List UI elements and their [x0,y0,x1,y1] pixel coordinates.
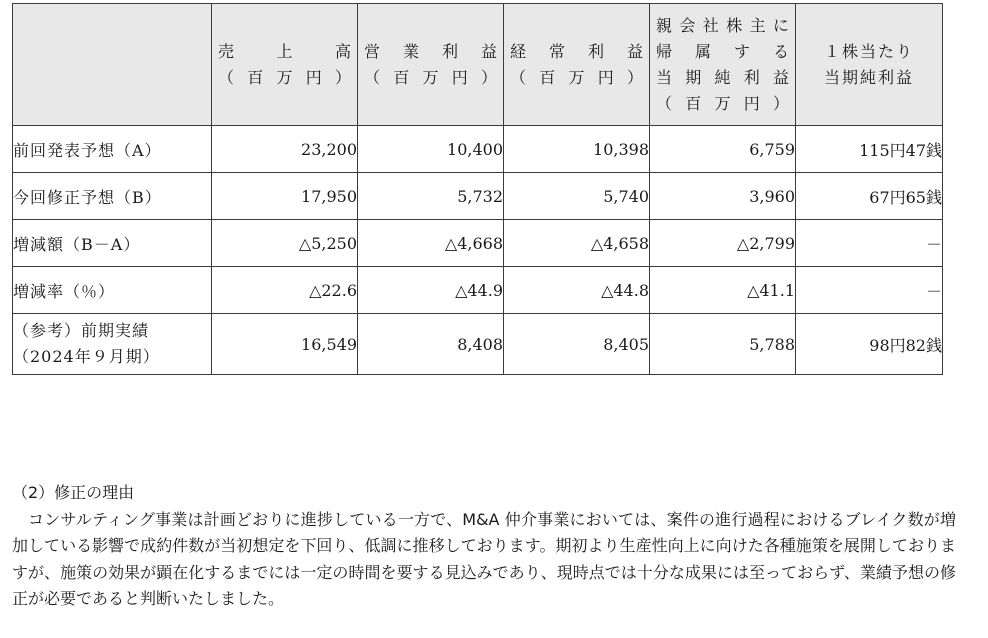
table-row-prior-year-actual [13,314,943,375]
cell-sales: 17,950 [212,173,358,220]
cell-eps: － [796,220,943,267]
cell-net-profit: △2,799 [650,220,796,267]
forecast-revision-table [12,3,943,375]
revision-reason-section [12,480,956,613]
table-row-revised-forecast [13,173,943,220]
cell-operating-profit: △4,668 [358,220,504,267]
cell-operating-profit: 10,400 [358,126,504,173]
header-blank [13,4,212,126]
cell-eps: 98円82銭 [796,314,943,375]
cell-net-profit: 3,960 [650,173,796,220]
row-label: 前回発表予想（A） [13,126,212,173]
cell-sales: △22.6 [212,267,358,314]
cell-net-profit: 5,788 [650,314,796,375]
cell-eps: 115円47銭 [796,126,943,173]
cell-operating-profit: 5,732 [358,173,504,220]
table-row-change-rate [13,267,943,314]
cell-sales: 23,200 [212,126,358,173]
row-label: 増減率（％） [13,267,212,314]
cell-eps: － [796,267,943,314]
cell-ordinary-profit: 10,398 [504,126,650,173]
table-row-previous-forecast [13,126,943,173]
section-heading: （2）修正の理由 [12,483,135,502]
cell-ordinary-profit: 5,740 [504,173,650,220]
cell-eps: 67円65銭 [796,173,943,220]
cell-ordinary-profit: △44.8 [504,267,650,314]
cell-ordinary-profit: 8,405 [504,314,650,375]
cell-operating-profit: △44.9 [358,267,504,314]
cell-net-profit: △41.1 [650,267,796,314]
cell-sales: 16,549 [212,314,358,375]
row-label: （参考）前期実績 （2024年９月期） [13,314,212,375]
header-eps: １株当たり 当期純利益 [796,4,943,126]
header-net-profit: 親会社株主に 帰属する 当期純利益 （百万円） [650,4,796,126]
row-label: 今回修正予想（B） [13,173,212,220]
header-ordinary-profit: 経常利益 （百万円） [504,4,650,126]
cell-sales: △5,250 [212,220,358,267]
cell-net-profit: 6,759 [650,126,796,173]
header-operating-profit: 営業利益 （百万円） [358,4,504,126]
table-row-change-amount [13,220,943,267]
row-label: 増減額（B－A） [13,220,212,267]
cell-ordinary-profit: △4,658 [504,220,650,267]
header-sales: 売 上 高 （百万円） [212,4,358,126]
reason-paragraph: コンサルティング事業は計画どおりに進捗している一方で、M&A 仲介事業においては、案件の進行過程におけるブレイク数が増加している影響で成約件数が当初想定を下回り、低調に推移しております。期初より生産性向上に向けた各種施策を展開しておりますが、施策の効果が顕在化するまでには一定の時間を要する見込みであり、現時点では十分な成果には至っておらず、業績予想の修正が必要であると判断いたしました。 [12,509,956,608]
cell-operating-profit: 8,408 [358,314,504,375]
table-header-row [13,4,943,126]
